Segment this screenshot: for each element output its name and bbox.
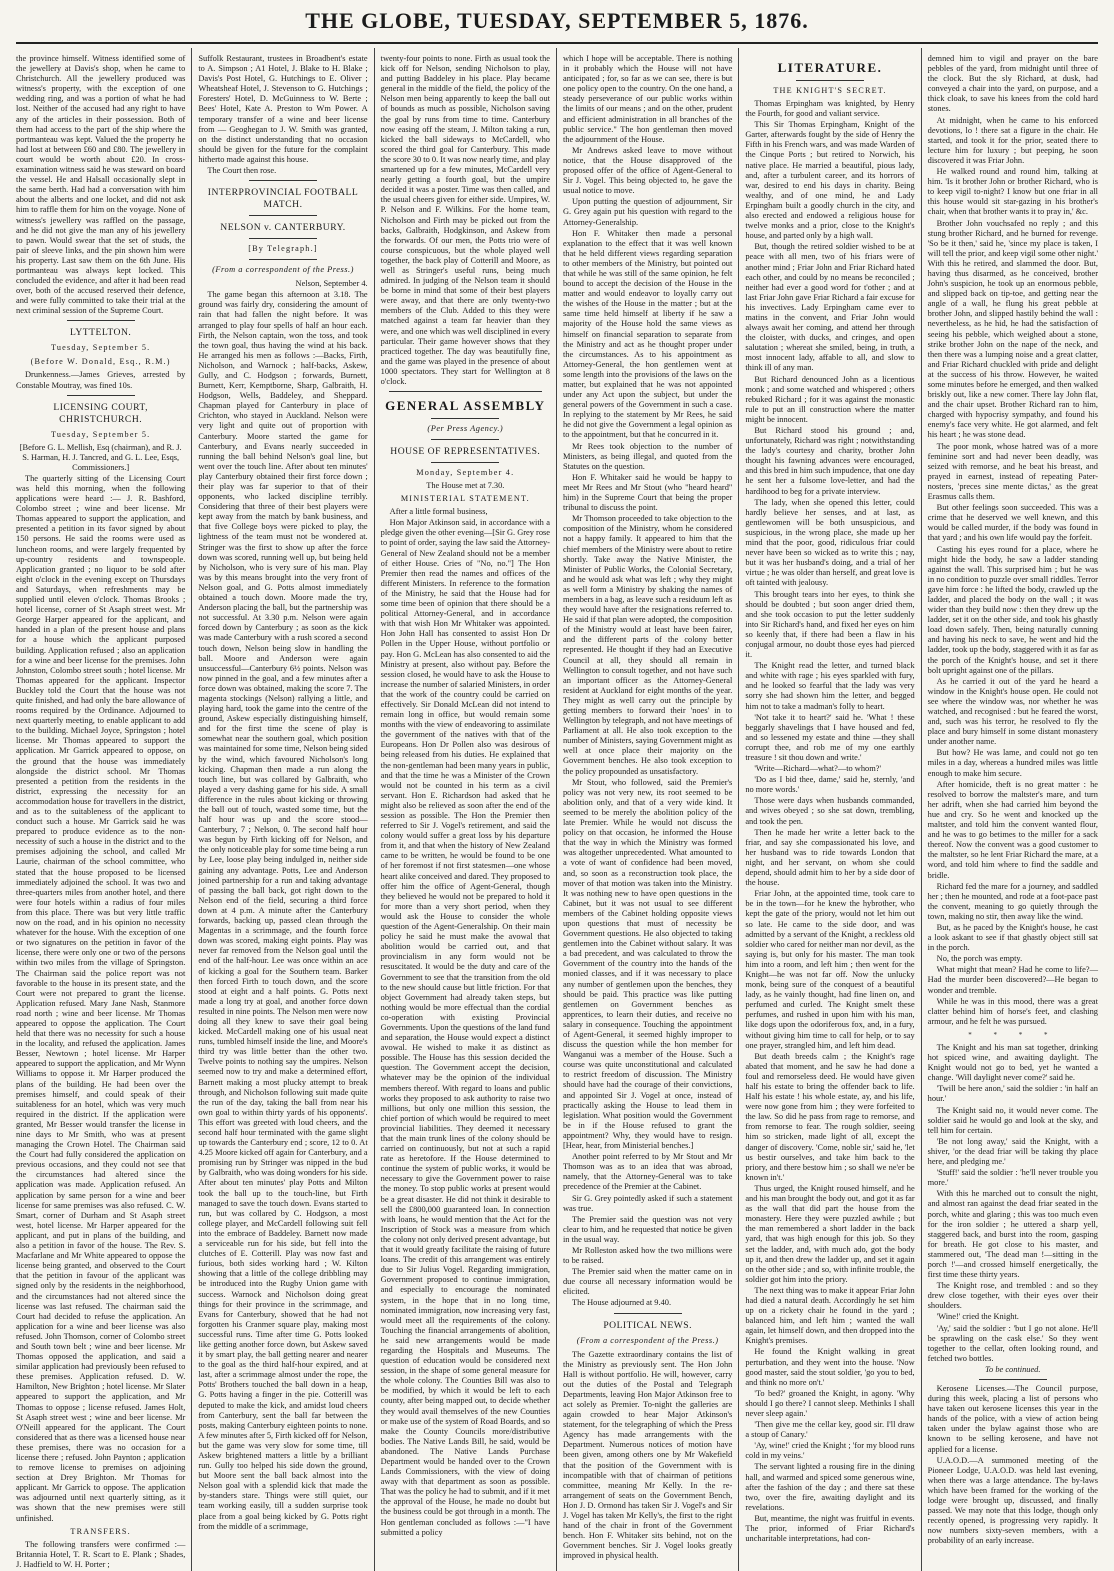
story-text: But how? He was lame, and could not go ten miles in a day, whereas a hundred miles was little enough to make him secure. [927,748,1098,778]
column-2 [192,48,374,1571]
story-text: The Knight read the letter, and turned black and white with rage ; his eyes sparkled with fury, and he looked so fearful that the lady was very sorry she had shown him the letter, and begged him not to take a madman's folly to heart. [745,661,915,711]
column-5 [739,48,921,1571]
divider [67,395,135,396]
news-item: Kerosene Licenses.—The Council purpose, during this week, placing a list of persons who have taken out kerosene licenses this year in the hands of the police, with a view of action being taken under the bylaw against those who are known to be selling kerosene, and have not applied for a license. [927,1384,1098,1454]
divider [614,1313,682,1314]
dateline: Tuesday, September 5. [50,429,151,439]
article-text: After a little formal business, [389,507,488,517]
article-text: Drunkenness.—James Grieves, arrested by Constable Moutray, was fined 10s. [16,370,186,390]
divider [431,439,499,440]
newspaper-title: THE GLOBE, TUESDAY, SEPTEMBER 5, 1876. [305,8,809,33]
section-heading-political: POLITICAL NEWS. [603,1319,692,1331]
section-heading-transfers: TRANSFERS. [70,1526,131,1536]
article-text: Mr Andrews asked leave to move without notice, that the House disapproved of the proposed offer of the office of Agent-General to Sir J. Vogel. This being objected to, he gave the usual notice to move. [562,145,733,196]
article-text: The Premier said when the matter came on in due course all necessary information would be elicited. [562,1267,733,1297]
story-text: But, as he paced by the Knight's house, he cast a look askant to see if that ghastly object still sat in the porch. [927,922,1098,953]
article-text: The Court then rose. [207,166,277,176]
story-text: 'Then give me the cellar key, good sir. I'll draw a stoup of Canary.' [745,1420,915,1440]
divider [249,238,317,239]
story-text: The Knight said no, it would never come. The soldier said he would go and look at the sky, and tell him for certain. [927,1105,1098,1135]
article-text: Hon F. Whitaker said he would be happy to meet Mr Rees and Mr Stout (who "heard heard" him) in the Supreme Court that being the proper tribunal to discuss the point. [562,472,733,513]
story-text: This brought tears into her eyes, to think she should be doubted ; but soon anger dried them, and she took occasion to put the letter suddenly into Sir Richard's hand, and fixed her eyes on him so keenly that, if there had been a flaw in his conjugal armour, no doubt those eyes had pierced it. [745,589,915,660]
story-text: But death breeds calm ; the Knight's rage abated that moment, and he saw he had done a foul and remorseless deed. He would have given half his estate to bring the offender back to life. Half his estate ! his whole estate, ay, and his life, were now gone from him ; they were forfeited to the law. So did he pass from rage to remorse, and from remorse to fear. The rough soldier, seeing him so stricken, made light of all, except the danger of discovery. 'Come, noble sir,' said he, 'let us bestir ourselves, and take him back to the priory, and there bestow him ; so shall we ne'er be known in't.' [745,1051,915,1182]
story-text: He found the Knight walking in great perturbation, and they went into the house. 'Now good master, said the stout soldier, 'go you to bed, and think no more on't.' [745,1347,915,1387]
sitting-time: The House met at 7.30. [426,481,505,491]
story-text: 'Wine!' cried the Knight. [936,1312,1019,1322]
match-heading: NELSON v. CANTERBURY. [220,222,346,234]
story-text: 'Be not long away,' said the Knight, with a shiver, 'or the dead friar will be taking thy place here, and pledging me.' [927,1136,1098,1167]
column-3 [375,48,557,1571]
story-text: At midnight, when he came to his enforced devotions, lo ! there sat a figure in the chair. He started, and took it for the prior, seated there to lecture him for luxury ; but peeping, he soon discovered it was Friar John. [927,115,1098,165]
column-6 [922,48,1104,1571]
story-text: demned him to vigil and prayer on the bare pebbles of the yard, from midnight until three of the clock. But the sly Richard, at dusk, had conveyed a chair into the yard, on purpose, and a thick cloak, to save his knees from the cold hard stones. [927,54,1098,114]
source-line: (From a correspondent of the Press.) [576,1335,719,1345]
story-text: But Richard denounced John as a licentious monk ; and some watched and whispered ; others rebuked Richard ; for it was against the monastic rule to put an ill construction where the matter might be innocent. [745,374,915,424]
article-text: The House adjourned at 9.40. [571,1298,672,1308]
section-break: * * * * [968,1030,1058,1039]
story-text: 'Do as I bid thee, dame,' said he, sternly, 'and no more words.' [745,775,915,795]
article-text: Suffolk Restaurant, trustees in Broadbent's estate to A. Simpson ; A1 Hotel, J. Blake to H. Blake ; Davis's Post Hotel, G. Hutchings to E. Oliver ; Wheatsheaf Hotel, J. Stevenson to G. Hutchings ; Foresters' Hotel, D. McGuinness to W. Berte ; Bees' Hotel, Kate A. Preston to Wm Power. A temporary transfer of a wine and beer license from — Geoghegan to J. W. Smith was granted, on the distinct understanding that no occasion should be given for the future for the complaint hitherto made against this house. [198,54,368,164]
bench: [Before G. L. Mellish, Esq (chairman), and R. J. S. Harman, H. J. Tancred, and G. L. Lee, Esqs, Commissioners.] [19,442,182,472]
by-telegraph: [By Telegraph.] [248,244,318,254]
dateline: Tuesday, September 5. [50,343,151,353]
story-text: But, meantime, the night was fruitful in events. The prior, informed of Friar Richard's uncharitable interpretations, had con- [745,1513,915,1544]
dateline: Nelson, September 4. [295,279,368,289]
story-text: 'Twill be here anon,' said the soldier : 'in half an hour.' [927,1084,1098,1104]
masthead [16,0,1098,44]
divider [249,259,317,260]
story-text: 'Ay, wine!' cried the Knight ; 'for my blood runs cold in my veins.' [745,1441,915,1461]
article-text: The quarterly sitting of the Licensing Court was held this morning, when the following applications were heard :— J. R. Bashford, Colombo street ; wine and beer license. Mr Thomas appeared to support the application, and presented a petition in its favor signed by about 150 persons. He said the rooms were used as luncheon rooms, and were largely frequented by up-country residents and townspeople. Application granted ; no liquor to be sold after eight o'clock in the evening except on Thursdays and Saturdays, when refreshments may be supplied until eleven o'clock. Thomas Brooks ; hotel license, corner of St Asaph street west. Mr George Harper appeared for the applicant, and handed in a plan of the present house and plans for a house which the applicant purposed building. Application refused ; also an application for a wine and beer license for the premises. John Johnston, Colombo street south ; hotel license. Mr Thomas appeared for the applicant. Inspector Buckley told the Court that the house was not quite finished, and had only the bare allowance of rooms required by the Ordinance. Adjourned to next quarterly meeting, to enable applicant to add to the building. Michael Joyce, Springston ; hotel license. Mr Thomas appeared to support the application. Mr Garrick appeared to oppose, on the ground that the house was immediately alongside the district school. Mr Thomas presented a petition from the residents in the district, expressing the necessity for an accommodation house for travellers in the district, and as to the suitableness of the applicant to conduct such a house. Mr Garrick said he was prepared to produce evidence as to the non-necessity of such a house in the district and to the premises adjoining the school, and called Mr Laurie, chairman of the school committee, who stated that the house proposed to be licensed immediately adjoined the school. It was two and three-quarters miles from another hotel, and there were four hotels within a radius of four miles from this place. There was but very little traffic now on the road, and in his opinion no necessity whatever for the house. With the exception of one or two signatures on the petition in favor of the license, there were only one or two of the persons within two miles from the village of Springston. The Chairman said the police report was not favorable to the house in its present state, and the Court were not prepared to grant the license. Application refused. Mary Jane Nash, Stanmore road north ; wine and beer license. Mr Thomas appeared to oppose the application. The Court held that there was no necessity for such a house in the locality, and refused the application. James Besser, Newtown ; hotel license. Mr Harper appeared to support the application, and Mr Wynn Williams to oppose it. Mr Harper produced the plans of the building. He had been over the premises himself, and could speak of their suitableness for an hotel, which was very much required in the district. If the application were granted, Mr Besser would transfer the license in nine days to Mr Smith, who was at present managing the Crown Hotel. The Chairman said the Court had fully considered the application on previous occasions, and they could not see that the circumstances had altered since the application was made. Application refused. An application by same person for a wine and beer license for same premises was also refused. C. W. Smart, corner of Durham and St Asaph street west, hotel license. Mr Harper appeared for the applicant, and put in plans of the building, and also a petition in favor of the house. The Rev. S. Macfarlane and Mr White appeared to oppose the license being granted, and observed to the Court that the petition in favour of the applicant was signed only by the residents in the neighborhood, and the circumstances had not altered since the license was last refused. The chairman said the Court had decided to refuse the application. An application for a wine and beer license was also refused. John Thomson, corner of Colombo street and South town belt ; wine and beer license. Mr Thomas opposed the application, and said a similar application had previously been refused to these premises. Application refused. D. W. Hamilton, New Brighton ; hotel license. Mr Slater appeared to support the application, and Mr Thomas to oppose ; license refused. James Holt, St Asaph street west ; wine and beer license. Mr O'Neill appeared for the applicant. The Court considered that as there was a licensed house near these premises, there was no occasion for a license there ; refused. John Paynton ; application to remove license to premises on adjoining section at Drey Brighton. Mr Thomas for applicant. Mr Garrick to oppose. The application was adjourned until next quarterly sitting, as it was shown that the new premises were still unfinished. [16,473,186,1523]
column-1 [10,48,192,1571]
divider [389,391,541,392]
section-heading-football: INTERPROVINCIAL FOOTBALL MATCH. [207,187,359,211]
section-heading-licensing: LICENSING COURT, CHRISTCHURCH. [53,401,148,425]
source-line: (Per Press Agency.) [427,424,504,434]
story-text: Those were days when husbands commanded, and wives obeyed ; so she sat down, trembling, and took the pen. [745,796,915,826]
story-text: Thomas Erpingham was knighted, by Henry the Fourth, for good and valiant service. [745,99,915,119]
story-text: What might that mean? Had he come to life?—Had the murder been discovered?—He began to wonder and tremble. [927,965,1098,995]
story-text: 'Stuff!' said the soldier : 'he'll never trouble you more.' [927,1168,1098,1188]
article-text: Sir G. Grey pointedly asked if such a statement was true. [562,1193,733,1213]
article-text: Mr Rolleston asked how the two millions were to be raised. [562,1245,733,1266]
to-be-continued: To be continued. [985,1364,1041,1374]
story-text: 'Not take it to heart?' said he. 'What ! these beggarly shavelings that I have housed and fed, and so lessened my estate and thine —they shall corrupt thee, and rob me of my one earthly treasure ! sit thou down and write.' [745,712,915,762]
bench: (Before W. Donald, Esq., R.M.) [30,357,171,367]
article-text: Hon F. Whitaker then made a personal explanation to the effect that it was well known that he held different views regarding separation to other members of the Ministry, but pointed out that while he was still of the same opinion, he felt bound to accept the decision of the House in the matter and would endeavor to loyally carry out the wishes of the House in the matter ; but at the same time held himself at liberty if he saw a majority of the House hold the same views as himself on financial separation to separate from the Ministry and act as he thought proper under the circumstances. As to his appointment as Attorney-General, the hon gentlemen went at some length into the provisions of the laws on the matter, but explained that he was not appointed under any Act upon the subject, but under the general powers of the Government in such a case. In replying to the statement by Mr Rees, he said he did not give the Government a legal opinion as to the appointment, but that he concurred in it. [562,228,733,440]
news-item: U.A.O.D.—A summoned meeting of the Pioneer Lodge, U.A.O.D. was held last evening, when there was a large attendance. The by-laws which have been framed for the working of the lodge were brought up, discussed, and finally passed. We may note that this lodge, though only recently opened, is progressing very rapidly. It now numbers sixty-seven members, with a probability of an early increase. [927,1455,1098,1546]
story-title: THE KNIGHT'S SECRET. [773,86,887,95]
divider [979,1379,1047,1380]
article-text: The Premier said the question was not very clear to him, and he requested that notice be given in the usual way. [562,1214,733,1244]
divider [431,418,499,419]
article-text: which I hope will be acceptable. There is nothing in it probably which the House will not have anticipated ; for, so far as we can see, there is but one policy open to the country. On the one hand, a steady perseverance of our public works within the limits of our means ; and on the other, prudent and efficient administration in all branches of the public service." The hon gentleman then moved the adjournment of the House. [562,54,733,144]
article-text: The following transfers were confirmed :— Britannia Hotel, T. R. Scart to E. Plank ; Shades, J. Hadfield to W. H. Porter ; [16,1539,186,1569]
column-4 [557,48,739,1571]
story-text: He walked round and round him, talking at him. 'Is it brother John or brother Richard, who is to keep vigil to-night? I know but one friar in all this house would sit star-gazing in his brother's chair, when that brother wants it to pray in,' &c. [927,167,1098,217]
story-text: Brother John vouchsafed no reply ; and this stung brother Richard, and he burned for revenge. 'So be it then,' said he, 'since my place is taken, I will tell the prior, and keep vigil some other night.' With this he retired, and slammed the door. But, having thus disarmed, as he conceived, brother John's suspicion, he took up an enormous pebble, and slipped back on tip-toe, and getting near the angle of a wall, he flung his great pebble at brother John, and slipped hastily behind the wall : nevertheless, as he hid, he had the satisfaction of seeing his pebble, which weighed about a stone, strike brother John on the nape of the neck, and then there was a lumping noise and a great clatter, and Friar Richard chuckled with pride and delight at the success of his throw. However, he waited some minutes before he emerged, and then walked briskly out, like a new comer. There lay John flat, and the chair upset. Brother Richard ran to him, charged with hypocrisy sympathy, and found his enemy's face very white. He got alarmed, and felt his heart ; he was stone dead. [927,218,1098,440]
story-text: Casting his eyes round for a place, where he might hide the body, he saw a ladder standing against the wall. This surprised him ; but he was in no condition to puzzle over small riddles. Terror gave him force : he lifted the body, crawled up the ladder, and placed the body on the wall ; it was wider than they build now : then they drew up the ladder, set it on the other side, and took his ghastly load down safely. Then, being naturally cunning and having his neck to save, he went and hid the ladder, took up the body, staggered with it as far as the porch of the Knight's house, and set it there bolt upright against one of the pillars. [927,544,1098,675]
story-text: 'Ay,' said the soldier : 'but I go not alone. He'll be sprawling on the cask else.' So they went together to the cellar, often looking round, and fetched two bottles. [927,1323,1098,1363]
section-heading-assembly: GENERAL ASSEMBLY [385,398,546,414]
story-text: 'Write—Richard—what?—to whom?' [754,764,881,774]
story-text: The lady, when she opened this letter, could hardly believe her senses, and at last, as gentlewomen will be both unsuspicious, and suspicious, in the wrong place, she made up her mind that the poor, good, ridiculous friar could never have been so wicked as to write this ; nay, but it was her husband's doing, and a trial of her virtue ; he was older than herself, and great love is oft tainted with jealousy. [745,497,915,588]
story-text: But, though the retired soldier wished to be at peace with all men, two of his friars were of another mind ; Friar John and Friar Richard hated each other, and could by no means be reconciled ; neither had ever a good word for t'other ; and at last Friar John gave Friar Richard a fair excuse for his invectives. Lady Erpingham came ever to matins in the convent, and Friar John would always await her coming, and attend her through the cloister, with ducks, and cringes, and open salutation ; whereat she smiled, being, in truth, a most innocent lady, affable to all, and slow to think ill of any man. [745,242,915,373]
article-text: Hon Major Atkinson said, in accordance with a pledge given the other evening—[Sir G. Grey rose to point of order, saying the law said the Attorney-General of New Zealand should not be a member of either House. Cries of "No, no."] The Hon Premier then read the names and offices of the different Ministers. In reference to the formation of the Ministry, he said that the House had for some time been of opinion that there should be a political Attorney-General, and in accordance with that wish Hon Mr Whitaker was appointed. Hon John Hall has consented to assist Hon Dr Pollen in the Upper House, without portfolio or pay. Hon G. McLean has also consented to aid the Ministry at present, also without pay. Before the session closed, he would have to ask the House to increase the number of salaried Ministers, in order that the work of the country could be carried on effectively. Sir Donald McLean did not intend to remain long in office, but would remain some months with the view of endeavoring to assimilate the government of the natives with that of the Europeans. Hon Dr Pollen also was desirous of being released from his duties. He explained that the non-gentleman had been many years in public, and that the time he was a Minister of the Crown would not be counted in his term as a civil servant. Hon E. Richardson had asked that he might also be relieved as soon after the end of the session as possible. The Hon the Premier then referred to Sir J. Vogel's retirement, and said the colony would suffer a great loss by his departure from it, and that when the history of New Zealand came to be written, he would be found to be one of her foremost if not first statesmen—one whose heart alike conceived and dared. They proposed to offer him the office of Agent-General, though they believed he would not be prepared to hold it for more than a very short period, when they would ask the House to consider the whole question of the Agent-Generalship. On their main policy he said he must make the avowal that abolition would be carried out, and that provincialism in any form would not be resuscitated. It would be the duty and care of the Government to see that the transition from the old to the new should cause but little friction. For that object Government had already taken steps, but nothing would be more effectual than the cordial co-operation with existing Provincial Governments. Upon the questions of the land fund and separation, the House would expect a distinct avowal. He wished to make it as distinct as possible. The House has this session decided the question. The Government accept the decision, whatever may be the opinion of the individual members thereof. With regard to loans and public works they proposed to ask authority to raise two millions, but only one million this session, the chief portion of which would be required to meet provincial liabilities. They deemed it necessary that the main trunk lines of the colony should be carried on continuously, but not at such a rapid rate as heretofore. If the House determined to continue the system of public works, it would be necessary to give the Government power to raise the money. To stop public works at present would be a great disaster. He did not think it desirable to sell the £800,000 guaranteed loan. In connection with loans, he would mention that the Act for the Inscription of Stock was a measure from which the colony not only derived present advantage, but that it would greatly facilitate the raising of future loans. The credit of this arrangement was entirely due to Sir Julius Vogel. Regarding immigration, Government proposed to continue immigration, and especially to encourage the nominated system, in the hope that in no long time, nominated immigration, now increasing very fast, would meet all the requirements of the colony. Touching the financial arrangements of abolition, he said new arrangements would be made regarding the Hospitals and Museums. The question of education would be considered next session, in the shape of some general measure for the whole colony. The Counties Bill was also to be modified, by which it would be left to each county, after being mapped out, to decide whether they would avail themselves of the new Counties or make use of the system of Road Boards, and so make the County Councils more/distributive bodies. The Native Lands Bill, he said, would be abandoned. The Native Lands Purchase Department would be handed over to the Crown Lands Commissioners, with the view of doing away with that department as soon as possible. That was the policy he had to submit, and if it met the approval of the House, he made no doubt but the business could be got through in a month. The Hon gentleman concluded as follows :—"I have submitted a policy [380,518,550,1537]
source-line: (From a correspondent of the Press.) [212,265,354,275]
divider [431,462,499,463]
story-text: The poor monk, whose hatred was of a more feminine sort and had never been deadly, was seized with remorse, and he beat his breast, and prayed in earnest, instead of repeating Pater-nosters, 'preces sine mente dictas,' as the great Erasmus calls them. [927,441,1098,502]
story-text: 'To bed?' groaned the Knight, in agony. 'Why should I go there? I cannot sleep. Methinks I shall never sleep again.' [745,1388,915,1418]
story-text: With this he marched out to consult the night, and almost ran against the dead friar seated in the porch, white and glaring ; this was too much even for the iron soldier ; he uttered a sharp yell, staggered back, and burst into the room, gasping for breath. He got close to his master, and stammered out, 'The dead man !—sitting in the porch !'—and crossed himself energetically, the first time these thirty years. [927,1189,1098,1280]
story-text: While he was in this mood, there was a great clatter behind him of horse's feet, and clashing armour, and he felt he was pursued. [927,996,1098,1026]
columns [10,48,1104,1569]
story-text: No, the porch was empty. [936,954,1023,964]
story-text: Richard fed the mare for a journey, and saddled her ; then he mounted, and rode at a foot-pace past the convent, meaning to go quietly through the town, making no stir, then away like the wind. [927,881,1098,921]
article-text: Mr Rees took objection to the number of Ministers, as being illegal, and quoted from the Statutes on the question. [562,441,733,471]
story-text: As he carried it out of the yard he heard a window in the Knight's house open. He could not see where the window was, nor whether he was watched, and recognised : but he feared the worst, and, such was his terror, he resolved to fly the place and bury himself in some distant monastery under another name. [927,676,1098,747]
article-text: the province himself. Witness identified some of the jewellery at Davis's shop, when he came to Christchurch. All the jewellery produced was witness's property, with the exception of one wedding ring, and was a portion of what he had lost. Neither of the accused had any right to have any of the articles in their possession. Both of them had access to the part of the ship where the portmanteau was kept. Valued the the property he had lost at between £60 and £80. The jewellery in court would be worth about £20. In cross-examination witness said he was steward on board the vessel. He and Halsall occasionally slept in the same berth. Had had a conversation with him about the alberts and one locket, and did not ask him to raffle them for him on the voyage. None of witness's jewellery was raffled on the passage, and he did not give the man any of his jewellery to pawn. Would swear that the set of studs, the pair of sleeve links, and the pin shown him were his property. Last saw them on the 6th June. His portmanteau was always kept locked. This concluded the evidence, and after it had been read over, both of the accused reserved their defence, and were fully committed to take their trial at the next criminal session of the Supreme Court. [16,54,186,316]
story-text: The Knight and his man sat together, drinking hot spiced wine, and awaiting daylight. The Knight would not go to bed, yet he wanted a change. 'Will daylight never come?' said he. [927,1043,1098,1083]
article-text: Mr Thomson proceeded to take objection to the composition of the Ministry, whom he considered not a happy family. It appeared to him that the chief members of the Ministry were about to retire shortly. Take away the Native Minister, the Minister of Public Works, the Colonial Secretary, and he would ask what was left ; why they might as well form a Ministry by shaking the names of members in a bag, as leave such a residuum left as they would have after the resignations referred to. He said if that plan were adopted, the composition of the Ministry would at least have been fairer, and the different parts of the colony better represented. He thought if they had an Executive Council at all, they should all remain in Wellington to consult together, and not have such an important officer as the Attorney-General resident at Auckland for eight months of the year. They might as well carry out the principle by getting members to forward their 'noes' in to Wellington by telegraph, and not have meetings of Parliament at all. He also took exception to the number of Ministers, saying Government might as well at once place their majority on the Government benches. He also took exception to the policy propounded as unsatisfactory. [562,514,733,776]
divider [249,215,317,216]
story-text: But Richard stood his ground ; and, unfortunately, Richard was right ; notwithstanding the lady's courtesy and charity, brother John thought his fawning advances were encouraged, and this bred in him such impudence, that one day he sent her a fulsome love-letter, and had the hardihood to beg for a private interview. [745,426,915,496]
story-text: After homicide, theft is no great matter : he resolved to borrow the maltster's mare, and turn her adrift, when she had carried him beyond the hue and cry. So he went and knocked up the maltster, and told him the convent wanted flour, and he was to go betimes to the miller for a sack thereof. Now the convent was a good customer to the maltster, so he lent Friar Richard the mare, at a word, and told him where to find the saddle and bridle. [927,779,1098,880]
house-heading: HOUSE OF REPRESENTATIVES. [390,446,541,458]
divider [249,180,317,181]
story-text: This Sir Thomas Erpingham, Knight of the Garter, afterwards fought by the side of Henry the Fifth in his French wars, and was made Warden of the Cinque Ports ; but retired to Norwich, his native place. He married a beautiful, pious lady, and, after a turbulent career, and its horrors of war, desired to end his days in charity. Being wealthy, and of one mind, he and Lady Erpingham built a goodly church in the city, and also erected and endowed a religious house for twelve monks and a prior, close to the Knight's house, and parted only by a high wall. [745,120,915,241]
divider [796,80,864,81]
article-text: Upon putting the question of adjournment, Sir G. Grey again put his question with regard to the Attorney-Generalship. [562,197,733,227]
story-text: The servant lighted a rousing fire in the dining hall, and warmed and spiced some generous wine, after the fashion of the day ; and there sat these two, over the fire, awaiting daylight and its revelations. [745,1462,915,1512]
story-text: The Knight rose, and trembled : and so they drew close together, with their eyes over their shoulders. [927,1281,1098,1311]
section-heading-literature: LITERATURE. [777,60,883,75]
story-text: Friar John, at the appointed time, took care to be in the town—for he knew the hybrother, who kept the gate of the priory, would not let him out so late. He came to the side door, and was admitted by a servant of the Knight, a reckless old soldier who cared for neither man nor devil, as the saying is, but only for his master. The man took him into a room, and left him ; then went for the Knight—he was not far off. Now the unlucky monk, being sure of the conquest of a beautiful lady, as he vainly thought, had fine linen on, and perfumed and curled. The Knight smelt these perfumes, and rushed in upon him with his man, like dogs upon the odoriferous fox, and, in a fury, without giving him time to call for help, or to say one prayer, strangled him, and left him dead. [745,889,915,1050]
story-text: The next thing was to make it appear Friar John had died a natural death. Accordingly he set him up on a rickety chair he found in the yard ; balanced him, and left him ; wanted the wall again, let himself down, and then dropped into the Knight's premises. [745,1285,915,1346]
ministerial-heading: MINISTERIAL STATEMENT. [400,494,530,504]
story-text: But other feelings soon succeeded. This was a crime that he deserved we well knewn, and this would be called murder, if the body was found in that yard ; and his own life would pay the forfeit. [927,503,1098,543]
article-text: The Gazette extraordinary contains the list of the Ministry as previously sent. The Hon John Hall is without portfolio. He will, however, carry out the duties of the Postal and Telegraph Departments, leaving Hon Major Atkinson free to act solely as Premier. To-night the galleries are again crowded to hear Major Atkinson's statement, for the telegraphing of which the Press Agency has made arrangements with the Department. Numerous notices of motion have been given, among others one by Mr Wakefield that the position of the Government with is incompatible with that of chairman of petitions committee, meaning Mr Kelly. In the re-arrangement of seats on the Government Bench, Hon J. D. Ormond has taken Sir J. Vogel's and Sir J. Vogel has taken Mr Kelly's, the first to the right hand of the chair in front of the Government bench. Hon F. Whitaker sits behind, not on the Government benches. Sir J. Vogel looks greatly improved in physical health. [562,1349,733,1561]
article-text: Mr Stout, who followed, said the Premier's policy was not very new, its root seemed to be abolition only, and that of a very wide kind. It seemed to be merely the abolition policy of the late Premier. While he would not discuss the policy on that occasion, he informed the House that the way in which the Ministry was formed was altogether unprecedented. What amounted to a vote of want of confidence had been moved, and, so soon as a reconstruction took place, the mover of that motion was taken into the Ministry. It was nothing new to have open questions in the Cabinet, but it was not usual to see different members of the Cabinet holding opposite views upon questions that must of necessity be Government questions. He also objected to taking gentlemen into the Cabinet without salary. It was a bad precedent, and was calculated to throw the Government of the country into the hands of the monied classes, and if it was necessary to place any number of gentlemen upon the benches, they should be paid. This practice was like putting gentlemen on Government benches as apprentices, to learn their duties, and receive no salary in consequence. Touching the appointment of Agent-General, it seemed highly improper to discuss the question while the hon member for Wanganui was a member of the House. Such a course was quite unconstitutional and calculated to restrict freedom of discussion. The Ministry should have had the courage of their convictions, and appointed Sir J. Vogel at once, instead of practically asking the House to lead them in legislation. What position would the Government be in if the House refused to grant the appointment? Why, they would have to resign. [Hear, hear, from Ministerial benches.] [562,777,733,1151]
dateline: Monday, September 4. [416,468,515,478]
article-text: twenty-four points to none. Firth as usual took the kick off for Nelson, sending Nicholson to play, and putting Baddeley in his place. Play became general in the middle of the field, the policy of the Nelson men being apparently to keep the ball out of bounds as much as possible, Nicholson saving the goal by runs from time to time. Canterbury now easing off the steam, J. Milton taking a run, kicked the ball sideways to McCardell, who scored the third goal for Canterbury. This made the score 30 to 0. It was now nearly time, and play smartened up for a few minutes, McCardell very nearly getting a fourth goal, but the umpire decided it was a poster. Time was then called, and the usual cheers given for either side. Umpires, W. P. Nelson and F. Wilkins. For the home team, Nicholson and Firth may be picked out from the backs, Galbraith, Hodgkinson, and Askew from the forwards. Of our men, the Potts trio were of course conspicuous, but the whole played well together, the back play of Cotterill and Moore, as well as Stringer's useful runs, being much admired. In judging of the Nelson team it should be borne in mind that some of their best players were away, and that there are only twenty-two members of the Club. Added to this they were matched against a team far heavier than they were, and one which was well disciplined in every particular. Their game however shows that they practiced together. The day was beautifully fine, and the game was played in the presence of about 1000 spectators. They start for Wellington at 8 o'clock. [380,54,550,386]
article-text: The game began this afternoon at 3.18. The ground was fairly dry, considering the amount of rain that had fallen the night before. It was arranged to play four spells of half an hour each. Firth, the Nelson captain, won the toss, and took the town goal, thus having the wind at his back. He arranged his men as follows :—Backs, Firth, Nicholson, and Warnock ; half-backs, Askew, Gully, and C. Hodgson ; forwards, Burnett, Burnett, Kerr, Kemptborne, Sharp, Galbraith, H. Hodgson, Wells, Baddeley, and Sheppard. Chapman played for Canterbury in place of Crichton, who stayed in Auckland. Nelson were very light and quite out of proportion with Canterbury. Moore started the game for Canterbury, and Evans nearly succeeded in running the ball behind Nelson's goal line, but went over the touch line. After about ten minutes' play Canterbury obtained their first force down ; their play was far superior to that of their opponents, who lacked discipline terribly. Considering that three of their best players were kept away from the match by bank business, and that five College boys were picked to play, the lightness of the team must not be wondered at. Stringer was the first to show up after the force down was scored, running well up, but being held by Nicholson, who is very sure of his man. Play was by this means brought into the very front of Nelson goal, and G. Potts almost immediately obtained a touch down. Moore made the try, Anderson placing the ball, but the partnership was not successful. At 3.30 p.m. Nelson were again forced down by Canterbury ; as soon as the kick was made Canterbury with a rush scored a second touch down, Nelson being slow in handling the ball. Moore and Anderson were again unsuccessful—Canterbury 6½ points. Nelson was now pinned in the goal, and a few minutes after a force down was obtained, making the score 7. The magenta stockings (Nelson) rallying a little, and playing hard, took the game into the centre of the ground, Askew especially distinguishing himself, and for the first time the scene of play is somewhat near the southern goal, which position was maintained for some time, Nelson being sided by the wind, which favoured Nicholson's long kicking. Chapman then made a run along the touch line, but was collared by Galbraith, who played a very dashing game for his side. A small difference in the rules about kicking or throwing the ball out of touch, wasted some time, but the half hour was up and the score stood—Canterbury, 7 ; Nelson, 0. The second half hour was begun by Firth kicking off for Nelson, and the only noticeable play for some time being a run by Lee, loose play being indulged in, neither side gaining any advantage. Potts, Lee and Anderson joined partnership for a run and taking advantage of passing the ball back, got right down to the Nelson end of the field, securing a third force down at 4 p.m. A minute after the Canterbury forwards, backing up, passed clean through the Magentas in a scrimmage, and the fourth force down was scored, making eight points. Play was never far removed from the Nelson goal until the end of the half-hour. Lee was once within an ace of kicking a goal for the Southern team. Barker then forced Firth to touch down, and the score stood at eight and a half points. G. Potts next made a long try at goal, and another force down resulted in nine points. The Nelson men were now doing all they knew to save their goal being kicked. McCardell making one of his usual neat runs, tumbled himself inside the line, and Moore's third try was little better than the other two. Twelve points to nothing say the umpires. Nelson seemed now to try and make a determined effort, Barnett making a most plucky attempt to break through, and Nicholson following suit made quite the run of the day, taking the ball from near his own goal to within thirty yards of his opponents'. This effort was greeted with loud cheers, and the second half hour terminated with the game slight up towards the Canterbury end ; score, 12 to 0. At 4.25 Moore kicked off again for Canterbury, and a promising run by Stringer was nipped in the bud by Galbraith, who was doing wonders for his side. After about ten minutes' play Potts and Milton took the ball up to the touch-line, but Firth managed to save the touch down. Evans started to run, but was collared by C. Hodgson, a most college player, and McCardell following suit fell into the embrace of Baddeley. Barnett now made a serviceable run for his side, but fell into the clutches of E. Cotterill. Play was now fast and furious, both sides working hard ; W. Kilton showing that a little of the college dribbling may be introduced into the Rugby Union game with success. Warnock and Nicholson doing great things for their province in the scrimmage, and Evans for Canterbury, showed that he had not forgotten his Cranmer square play, making most successful runs. Time after time G. Potts looked like getting another force down, but Askew saved it by smart play, the ball getting nearer and nearer to the goal as the third half-hour expired, and at last, after a scrimmage almost under the rope, the Potts' Brothers touched the ball down in a heap, G. Potts having a finger in the pie. Cotterill was deputed to make the kick, and amidst loud cheers from Canterbury, sent the ball far between the posts, making Canterbury eighteen points to none. A few minutes after 5, Firth kicked off for Nelson, but the game was very slow for some time, till Askew brightened matters a little by a brilliant run. Gully too helped his side down the ground, but Moore sent the ball back almost into the Nelson goal with a splendid kick that made the by-standers stare. Things were still quiet, our team working easily, till a sudden surprise took place from a goal being kicked by G. Potts right from the middle of a scrimmage, [198,290,368,1531]
article-text: Another point referred to by Mr Stout and Mr Thomson was as to an idea that was abroad, namely, that the Attorney-General was to take precedence of the Premier at the Cabinet. [562,1152,733,1192]
divider [67,320,135,321]
story-text: Thus urged, the Knight roused himself, and he and his man brought the body out, and got it as far as the wall that did part the house from the monastery. Here they were puzzled awhile ; but the man remembered a short ladder in the back yard, that was high enough for this job. So they set the ladder, and, with much ado, got the body up it, and then drew the ladder up, and set it again on the other side ; and so, with infinite trouble, the soldier got him into the priory. [745,1183,915,1284]
section-heading-lyttelton: LYTTELTON. [69,327,132,339]
story-text: Then he made her write a letter back to the friar, and say she compassionated his love, and her husband was to ride towards London that night, and her servant, on whom she could depend, should admit him to her by a side door of the house. [745,827,915,888]
